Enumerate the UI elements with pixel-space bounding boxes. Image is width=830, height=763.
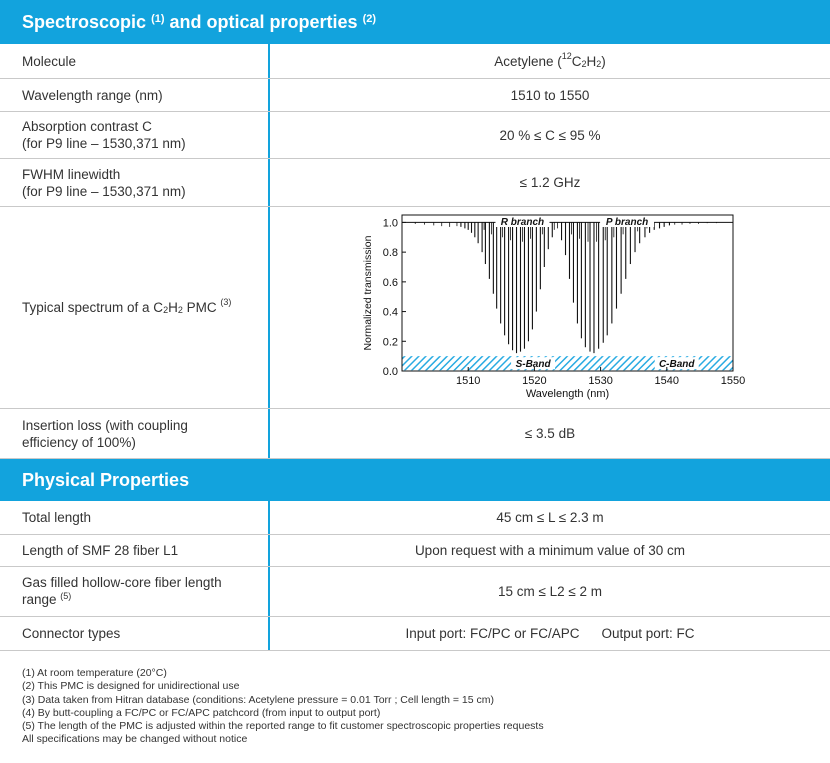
spectrum-chart	[270, 207, 830, 409]
row-label: Molecule	[22, 53, 77, 69]
input-port-value: Input port: FC/PC or FC/APC	[405, 626, 580, 641]
label-line: range	[22, 591, 57, 607]
label-text: Typical spectrum of a C	[22, 300, 164, 315]
phys-row-total-length	[0, 501, 830, 535]
formula-subscript: 2	[596, 59, 602, 69]
footnote-ref: (3)	[220, 297, 232, 307]
row-value: 1510 to 1550	[510, 87, 590, 103]
plot-frame	[402, 215, 733, 371]
row-label	[0, 409, 268, 458]
isotope-superscript: 12	[561, 51, 572, 61]
x-tick-label: 1530	[588, 375, 613, 387]
row-value: ≤ 1.2 GHz	[519, 175, 581, 190]
label-line: (for P9 line – 1530,371 nm)	[22, 136, 186, 151]
footnote-ref: (2)	[362, 13, 377, 25]
output-port-value: Output port: FC	[601, 626, 695, 641]
formula-close: )	[601, 53, 606, 69]
section-title: Spectroscopic	[22, 11, 147, 32]
footnote: (4) By butt-coupling a FC/PC or FC/APC patchcord (from input to output port)	[22, 706, 381, 719]
molecule-name: Acetylene (	[494, 53, 562, 69]
formula-h: H	[168, 300, 178, 315]
s-band-hatch	[402, 356, 601, 370]
row-label	[0, 159, 268, 206]
row-value: 20 % ≤ C ≤ 95 %	[499, 127, 601, 143]
phys-row-gas-length	[0, 567, 830, 617]
x-tick-label: 1520	[522, 375, 547, 387]
footnote: (3) Data taken from Hitran database (conditions: Acetylene pressure = 0.01 Torr ; Cell length = 15 cm)	[22, 693, 494, 706]
spectroscopic-section-header	[0, 0, 830, 44]
label-line: (for P9 line – 1530,371 nm)	[22, 183, 186, 199]
x-tick-label: 1510	[455, 375, 481, 387]
s-band-label: S-Band	[515, 359, 551, 371]
spec-row-wavelength	[0, 79, 830, 112]
section-title: Physical Properties	[22, 469, 190, 490]
x-tick-label: 1550	[720, 375, 746, 387]
formula-subscript: 2	[177, 305, 183, 315]
row-value: 45 cm ≤ L ≤ 2.3 m	[496, 510, 604, 525]
r-branch-label: R branch	[500, 217, 545, 228]
footnote: All specifications may be changed without notice	[22, 733, 248, 746]
p-branch-label: P branch	[605, 217, 649, 228]
formula-h: H	[586, 53, 597, 69]
physical-section-header	[0, 459, 830, 501]
y-tick-label: 0.6	[382, 276, 398, 289]
y-tick-label: 0.2	[382, 336, 398, 349]
formula-subscript: 2	[581, 59, 587, 69]
phys-row-smf-length	[0, 535, 830, 567]
y-tick-label: 0.8	[382, 247, 398, 260]
row-label: Total length	[22, 510, 92, 525]
label-line: FWHM linewidth	[22, 166, 121, 182]
y-tick-label: 0.0	[382, 366, 398, 378]
x-tick-label: 1540	[654, 375, 680, 387]
footnote: (1) At room temperature (20°C)	[22, 667, 167, 679]
label-line: Insertion loss (with coupling	[22, 417, 188, 433]
spec-row-spectrum	[0, 207, 830, 409]
x-axis-title: Wavelength (nm)	[525, 388, 610, 400]
row-label	[0, 112, 268, 158]
row-label: Connector types	[22, 626, 121, 641]
y-tick-label: 0.4	[382, 306, 398, 319]
footnote: (5) The length of the PMC is adjusted within the reported range to fit customer spectroscopic properties requests	[22, 720, 544, 733]
spec-row-insertion-loss	[0, 409, 830, 459]
spec-row-absorption	[0, 112, 830, 159]
formula-subscript: 2	[163, 305, 169, 315]
row-value: 15 cm ≤ L2 ≤ 2 m	[497, 584, 603, 599]
row-value: Upon request with a minimum value of 30 cm	[414, 543, 686, 558]
label-text: PMC	[182, 300, 217, 315]
row-label	[0, 567, 268, 616]
row-value: ≤ 3.5 dB	[524, 426, 576, 441]
footnote-ref: (5)	[60, 590, 72, 601]
footnote: (2) This PMC is designed for unidirectional use	[22, 680, 240, 693]
footnote-ref: (1)	[151, 13, 165, 25]
y-axis-title: Normalized transmission	[362, 235, 374, 351]
row-label: Length of SMF 28 fiber L1	[22, 543, 179, 558]
label-line: Gas filled hollow-core fiber length	[22, 574, 222, 590]
spec-row-molecule	[0, 44, 830, 79]
label-line: Absorption contrast C	[22, 119, 152, 134]
row-label: Wavelength range (nm)	[22, 87, 163, 103]
label-line: efficiency of 100%)	[22, 434, 136, 450]
row-value	[270, 44, 830, 78]
c-band-label: C-Band	[658, 359, 695, 371]
footnotes	[22, 667, 544, 747]
spec-row-fwhm	[0, 159, 830, 207]
row-label	[0, 207, 268, 408]
formula-c: C	[571, 53, 582, 69]
row-value	[270, 617, 830, 650]
phys-row-connector	[0, 617, 830, 651]
y-tick-label: 1.0	[382, 217, 398, 230]
section-title-continued: and optical properties	[169, 11, 358, 32]
spectrum-chart-cell	[270, 207, 830, 408]
